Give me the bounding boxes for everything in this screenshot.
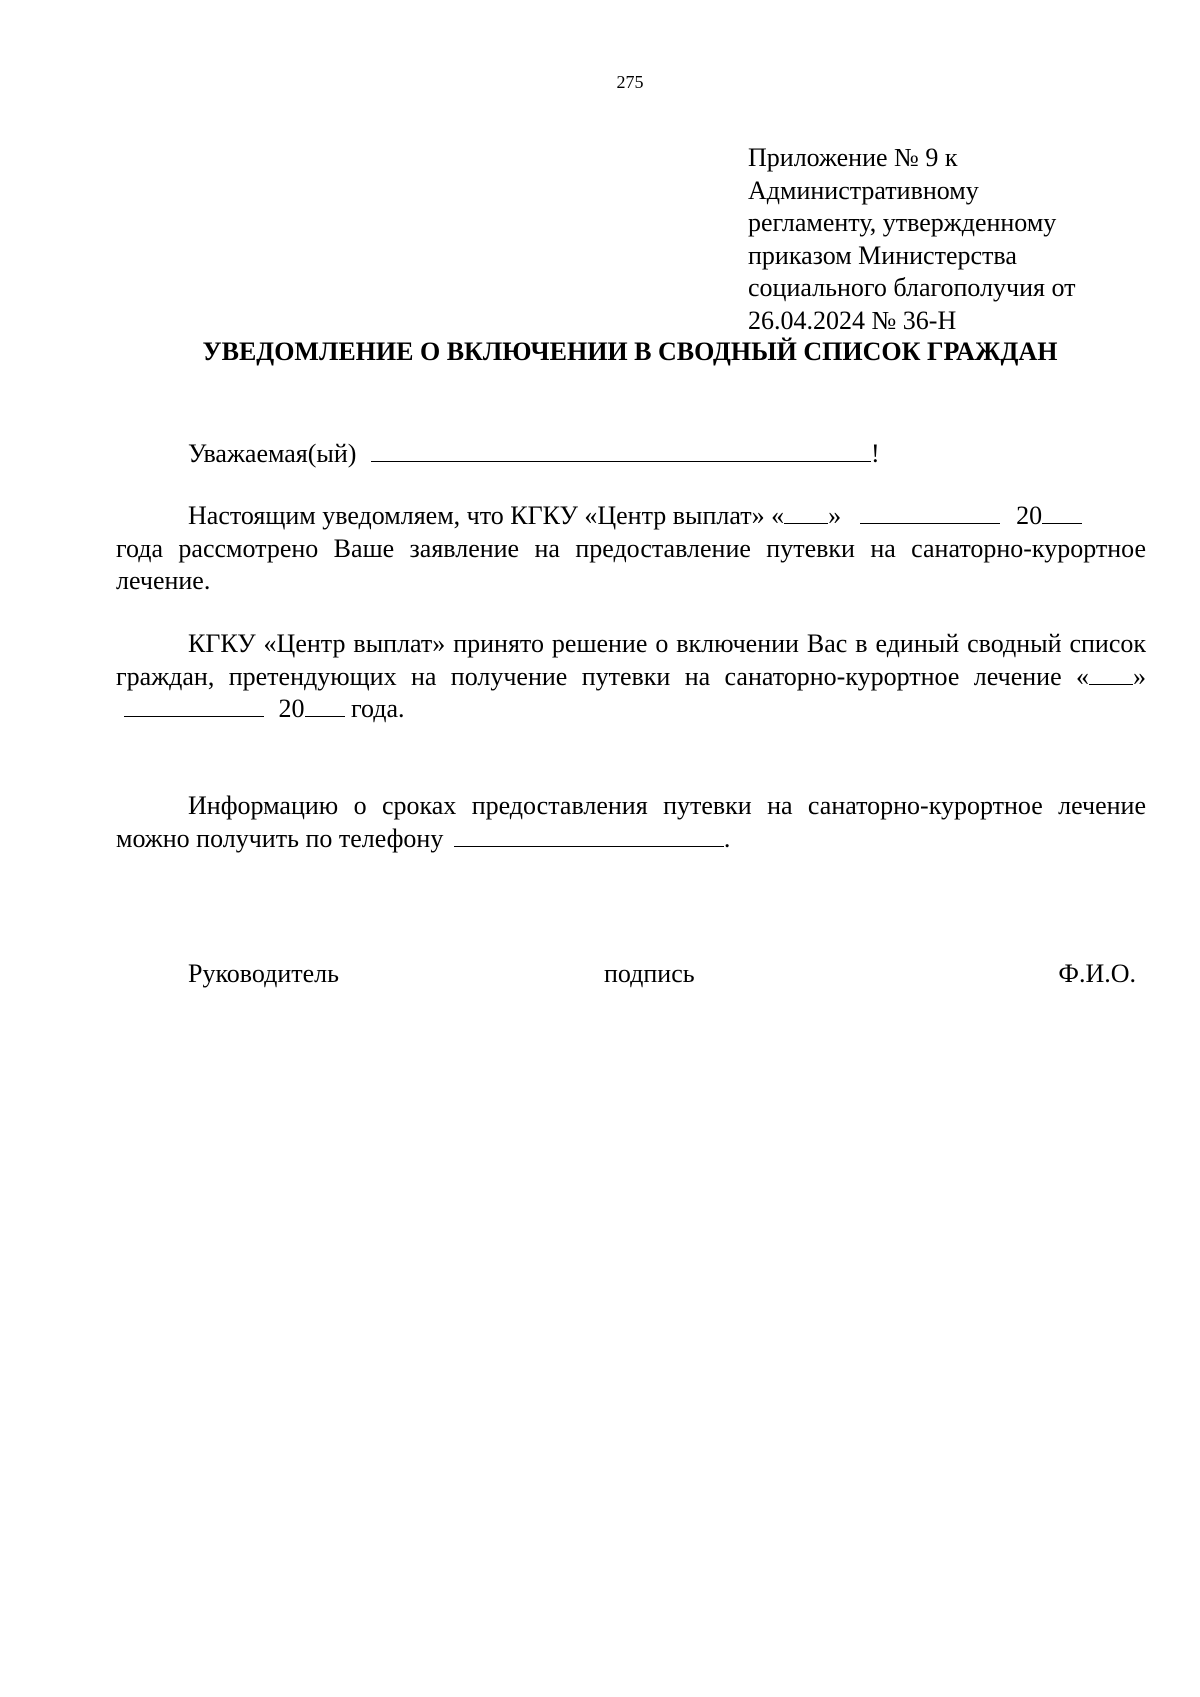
signature-sign: подпись [604,959,695,988]
review-text-start: Настоящим уведомляем, что КГКУ «Центр выплат» « [188,501,785,530]
appendix-note-line: социального благополучия от [748,273,1076,302]
review-day-blank[interactable] [784,501,828,524]
greeting-line [188,438,880,470]
paragraph-inclusion-decision [116,628,1146,726]
review-text-rest: года рассмотрено Ваше заявление на предоставление путевки на санаторно-курортное лечение. [116,533,1146,595]
recipient-name-blank[interactable] [371,439,871,462]
greeting-prefix: Уважаемая(ый) [188,439,357,468]
page-number: 275 [616,72,644,92]
signature-row [188,958,1136,992]
inclusion-month-blank[interactable] [124,694,264,717]
inclusion-year-blank[interactable] [305,694,345,717]
inclusion-day-blank[interactable] [1089,662,1133,685]
greeting-suffix: ! [870,439,880,468]
phone-info-text [116,790,1146,855]
review-quote-close: » [828,501,842,530]
signature-name: Ф.И.О. [1058,959,1136,988]
inclusion-text [116,628,1146,726]
inclusion-text-start: КГКУ «Центр выплат» принято решение о включении Вас в единый сводный список граждан, претендующих на получение путевки на санаторно-курортное лечение « [116,629,1146,691]
appendix-note-line: регламенту, утвержденному [748,208,1057,237]
paragraph-review-line1 [116,500,1146,533]
inclusion-text-end: года. [351,694,405,723]
paragraph-phone-info [116,790,1146,855]
phone-info-period: . [723,823,731,853]
appendix-note-line: Приложение № 9 к [748,143,958,172]
appendix-note [748,142,1168,337]
inclusion-quote-close: » [1133,661,1146,691]
paragraph-review-notice [116,500,1146,598]
appendix-note-line: приказом Министерства [748,240,1017,270]
review-month-blank[interactable] [860,501,1000,524]
document-title: УВЕДОМЛЕНИЕ О ВКЛЮЧЕНИИ В СВОДНЫЙ СПИСОК ГРАЖДАН [202,337,1058,366]
appendix-note-line: Административному [748,175,979,205]
inclusion-year-prefix: 20 [278,694,305,723]
review-year-blank[interactable] [1042,501,1082,524]
appendix-note-line: 26.04.2024 № 36-Н [748,305,957,335]
phone-info-text-start: Информацию о сроках предоставления путевки на санаторно-курортное лечение можно получить по телефону [116,791,1146,853]
review-year-prefix: 20 [1016,501,1043,530]
signature-role: Руководитель [188,959,339,988]
phone-number-blank[interactable] [454,824,724,847]
